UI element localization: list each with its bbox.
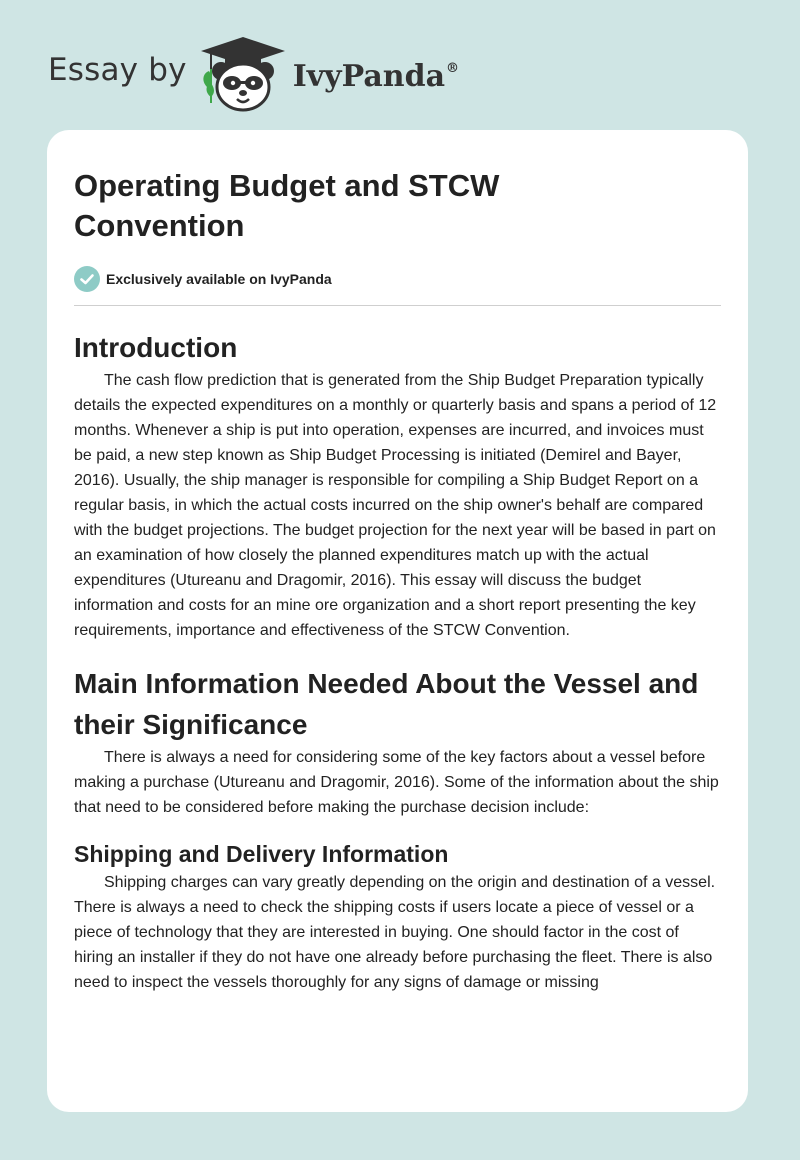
section-shipping-delivery [74, 838, 721, 995]
check-circle-icon [74, 266, 100, 292]
registered-mark: ® [446, 60, 460, 76]
section-heading: Introduction [74, 332, 238, 363]
paragraph: The cash flow prediction that is generated from the Ship Budget Preparation typically details the expected expenditures on a monthly or quarterly basis and spans a period of 12 months. Whenever a ship is put into operation, expenses are incurred, and invoices must be paid, a new step known as Ship Budget Processing is initiated (Demirel and Bayer, 2016). Usually, the ship manager is responsible for compiling a Ship Budget Report on a regular basis, in which the actual costs incurred on the ship owner's behalf are compared with the budget projections. The budget projection for the next year will be based in part on an examination of how closely the planned expenditures match up with the actual expenditures (Utureanu and Dragomir, 2016). This essay will discuss the budget information and costs for an mine ore organization and a short report presenting the key requirements, importance and effectiveness of the STCW Convention. [74, 372, 717, 639]
exclusive-badge [74, 266, 721, 292]
brand-name[interactable]: IvyPanda® [292, 58, 460, 94]
essay-card [47, 130, 748, 1112]
brand-prefix: Essay by [48, 52, 187, 88]
exclusive-label: Exclusively available on IvyPanda [106, 271, 332, 287]
section-main-information [74, 663, 721, 820]
brand-header [48, 34, 478, 114]
subsection-heading: Shipping and Delivery Information [74, 841, 449, 867]
essay-title: Operating Budget and STCW Convention [74, 168, 500, 243]
paragraph: Shipping charges can vary greatly depending on the origin and destination of a vessel. There is always a need to check the shipping costs if users locate a piece of vessel or a piece of technology that they are interested in buying. One should factor in the cost of hiring an installer if they do not have one already before purchasing the fleet. There is also need to inspect the vessels thoroughly for any signs of damage or missing [74, 874, 716, 991]
section-heading: Main Information Needed About the Vessel and their Significance [74, 668, 699, 740]
paragraph: There is always a need for considering some of the key factors about a vessel before making a purchase (Utureanu and Dragomir, 2016). Some of the information about the ship that need to be considered before making the purchase decision include: [74, 749, 719, 816]
title-divider [74, 305, 721, 306]
section-introduction [74, 327, 721, 643]
graduate-panda-icon[interactable] [197, 35, 289, 113]
